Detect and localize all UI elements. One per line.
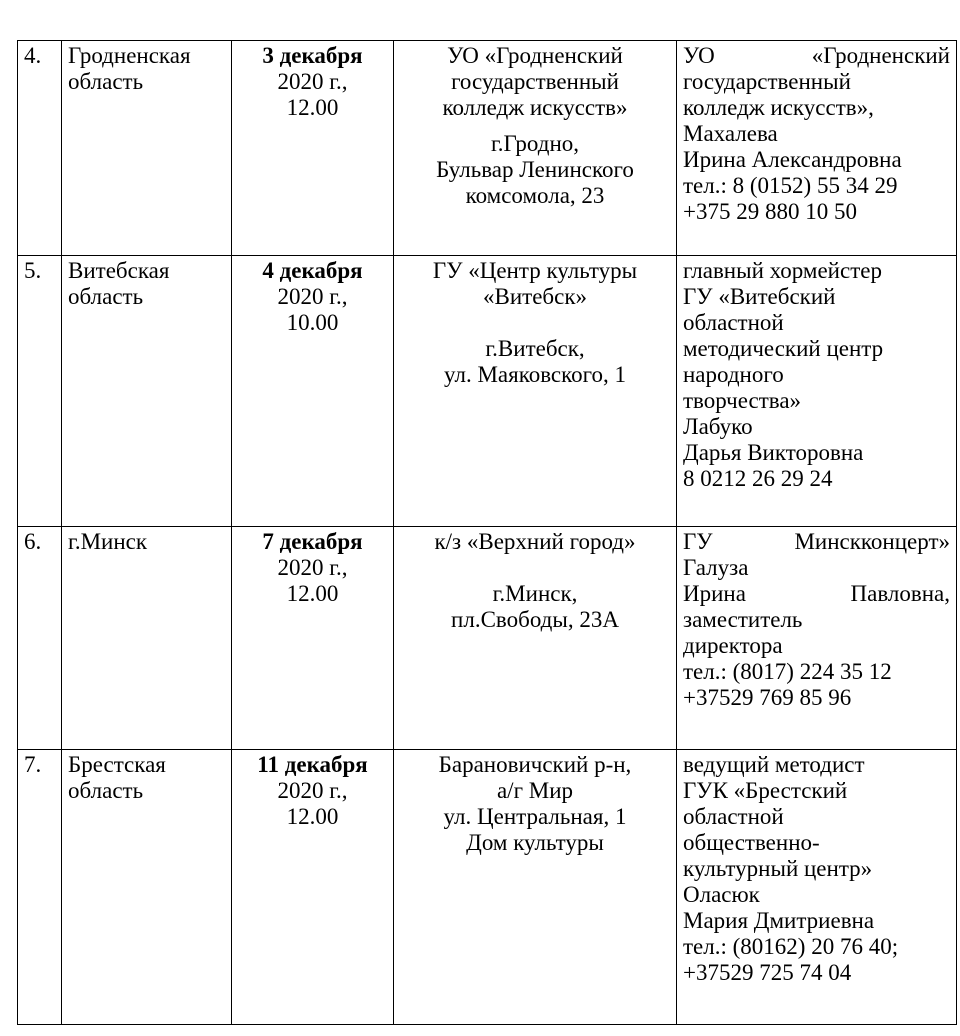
contact-word: Ирина [683,581,746,606]
contact-line: областной [683,310,784,335]
contact-word: УО [683,43,715,68]
contact-line: общественно- [683,830,820,855]
contact-phone: +37529 769 85 96 [683,685,852,710]
contact-phone: тел.: (8017) 224 35 12 [683,659,892,684]
contact-line: Галуза [683,555,749,580]
venue-address-line: ул. Маяковского, 1 [443,362,626,387]
date-time: 12.00 [286,95,339,120]
contact-line: ГУК «Брестский [683,778,848,803]
contact-line: народного [683,362,784,387]
contact-line: Оласюк [683,882,760,907]
venue-address-line: Барановичский р-н, [438,752,632,777]
date-time: 12.00 [286,804,339,829]
venue-name-line: УО «Гродненский [447,43,623,68]
venue-name-line: «Витебск» [483,284,587,309]
contact-phone: +37529 725 74 04 [683,960,852,985]
table-row [18,41,957,256]
contact-line: главный хормейстер [683,258,882,283]
date-cell [232,527,394,750]
venue-address-line: г.Гродно, [490,131,580,156]
row-number: 4. [18,41,62,256]
date-day: 4 декабря [262,258,363,283]
venue-name-line: к/з «Верхний город» [434,529,636,554]
contact-justified-line [683,529,950,555]
venue-name-line: ГУ «Центр культуры [432,258,638,283]
venue-address-line: Бульвар Ленинского [436,157,634,182]
venue-address-line: комсомола, 23 [465,183,605,208]
contact-line: государственный [683,69,851,94]
contact-line: творчества» [683,388,802,413]
contact-cell [677,256,957,527]
region-line: Брестская [68,752,166,777]
region-line: область [68,778,144,803]
contact-word: ГУ [683,529,713,554]
region-line: Гродненская [68,43,191,68]
contact-line: Ирина Александровна [683,147,902,172]
contact-line: Мария Дмитриевна [683,908,875,933]
date-day: 3 декабря [262,43,363,68]
table-row [18,527,957,750]
date-day: 11 декабря [257,752,368,777]
venue-address-line: а/г Мир [496,778,574,803]
row-number: 6. [18,527,62,750]
venue-cell [394,527,677,750]
contact-line: заместитель [683,607,803,632]
venue-address-line: пл.Свободы, 23А [451,607,619,632]
contact-cell [677,527,957,750]
contact-justified-line [683,581,950,607]
row-number: 7. [18,750,62,1025]
contact-cell [677,750,957,1025]
contact-word: Павловна, [850,581,950,606]
venue-cell [394,256,677,527]
contact-word: «Гродненский [811,43,950,68]
contact-line: Лабуко [683,414,753,439]
date-time: 10.00 [286,310,339,335]
region-line: область [68,284,144,309]
venue-name-line: государственный [451,69,619,94]
venue-name-line: Дом культуры [466,830,604,855]
row-number: 5. [18,256,62,527]
contact-line: культурный центр» [683,856,873,881]
region-cell [62,527,232,750]
table-row [18,256,957,527]
contact-phone: +375 29 880 10 50 [683,199,857,224]
region-line: г.Минск [68,529,148,554]
contact-line: колледж искусств», [683,95,874,120]
date-year: 2020 г., [277,778,348,803]
region-line: область [68,69,144,94]
contact-phone: 8 0212 26 29 24 [683,466,833,491]
venue-cell [394,41,677,256]
contact-justified-line [683,43,950,69]
contact-cell [677,41,957,256]
events-table [17,40,957,1025]
venue-name-line: колледж искусств» [442,95,628,120]
contact-line: ведущий методист [683,752,865,777]
date-year: 2020 г., [277,69,348,94]
region-cell [62,41,232,256]
region-line: Витебская [68,258,170,283]
contact-word: Минскконцерт» [794,529,950,554]
contact-line: областной [683,804,784,829]
date-time: 12.00 [286,581,339,606]
table-row [18,750,957,1025]
venue-address-line: ул. Центральная, 1 [443,804,627,829]
contact-line: ГУ «Витебский [683,284,836,309]
contact-line: методический центр [683,336,884,361]
contact-line: Дарья Викторовна [683,440,864,465]
region-cell [62,256,232,527]
contact-phone: тел.: 8 (0152) 55 34 29 [683,173,898,198]
date-day: 7 декабря [262,529,363,554]
date-cell [232,256,394,527]
date-cell [232,750,394,1025]
contact-line: Махалева [683,121,778,146]
contact-line: директора [683,633,783,658]
region-cell [62,750,232,1025]
venue-cell [394,750,677,1025]
contact-phone: тел.: (80162) 20 76 40; [683,934,899,959]
date-year: 2020 г., [277,555,348,580]
date-cell [232,41,394,256]
venue-address-line: г.Минск, [492,581,578,606]
date-year: 2020 г., [277,284,348,309]
venue-address-line: г.Витебск, [485,336,585,361]
